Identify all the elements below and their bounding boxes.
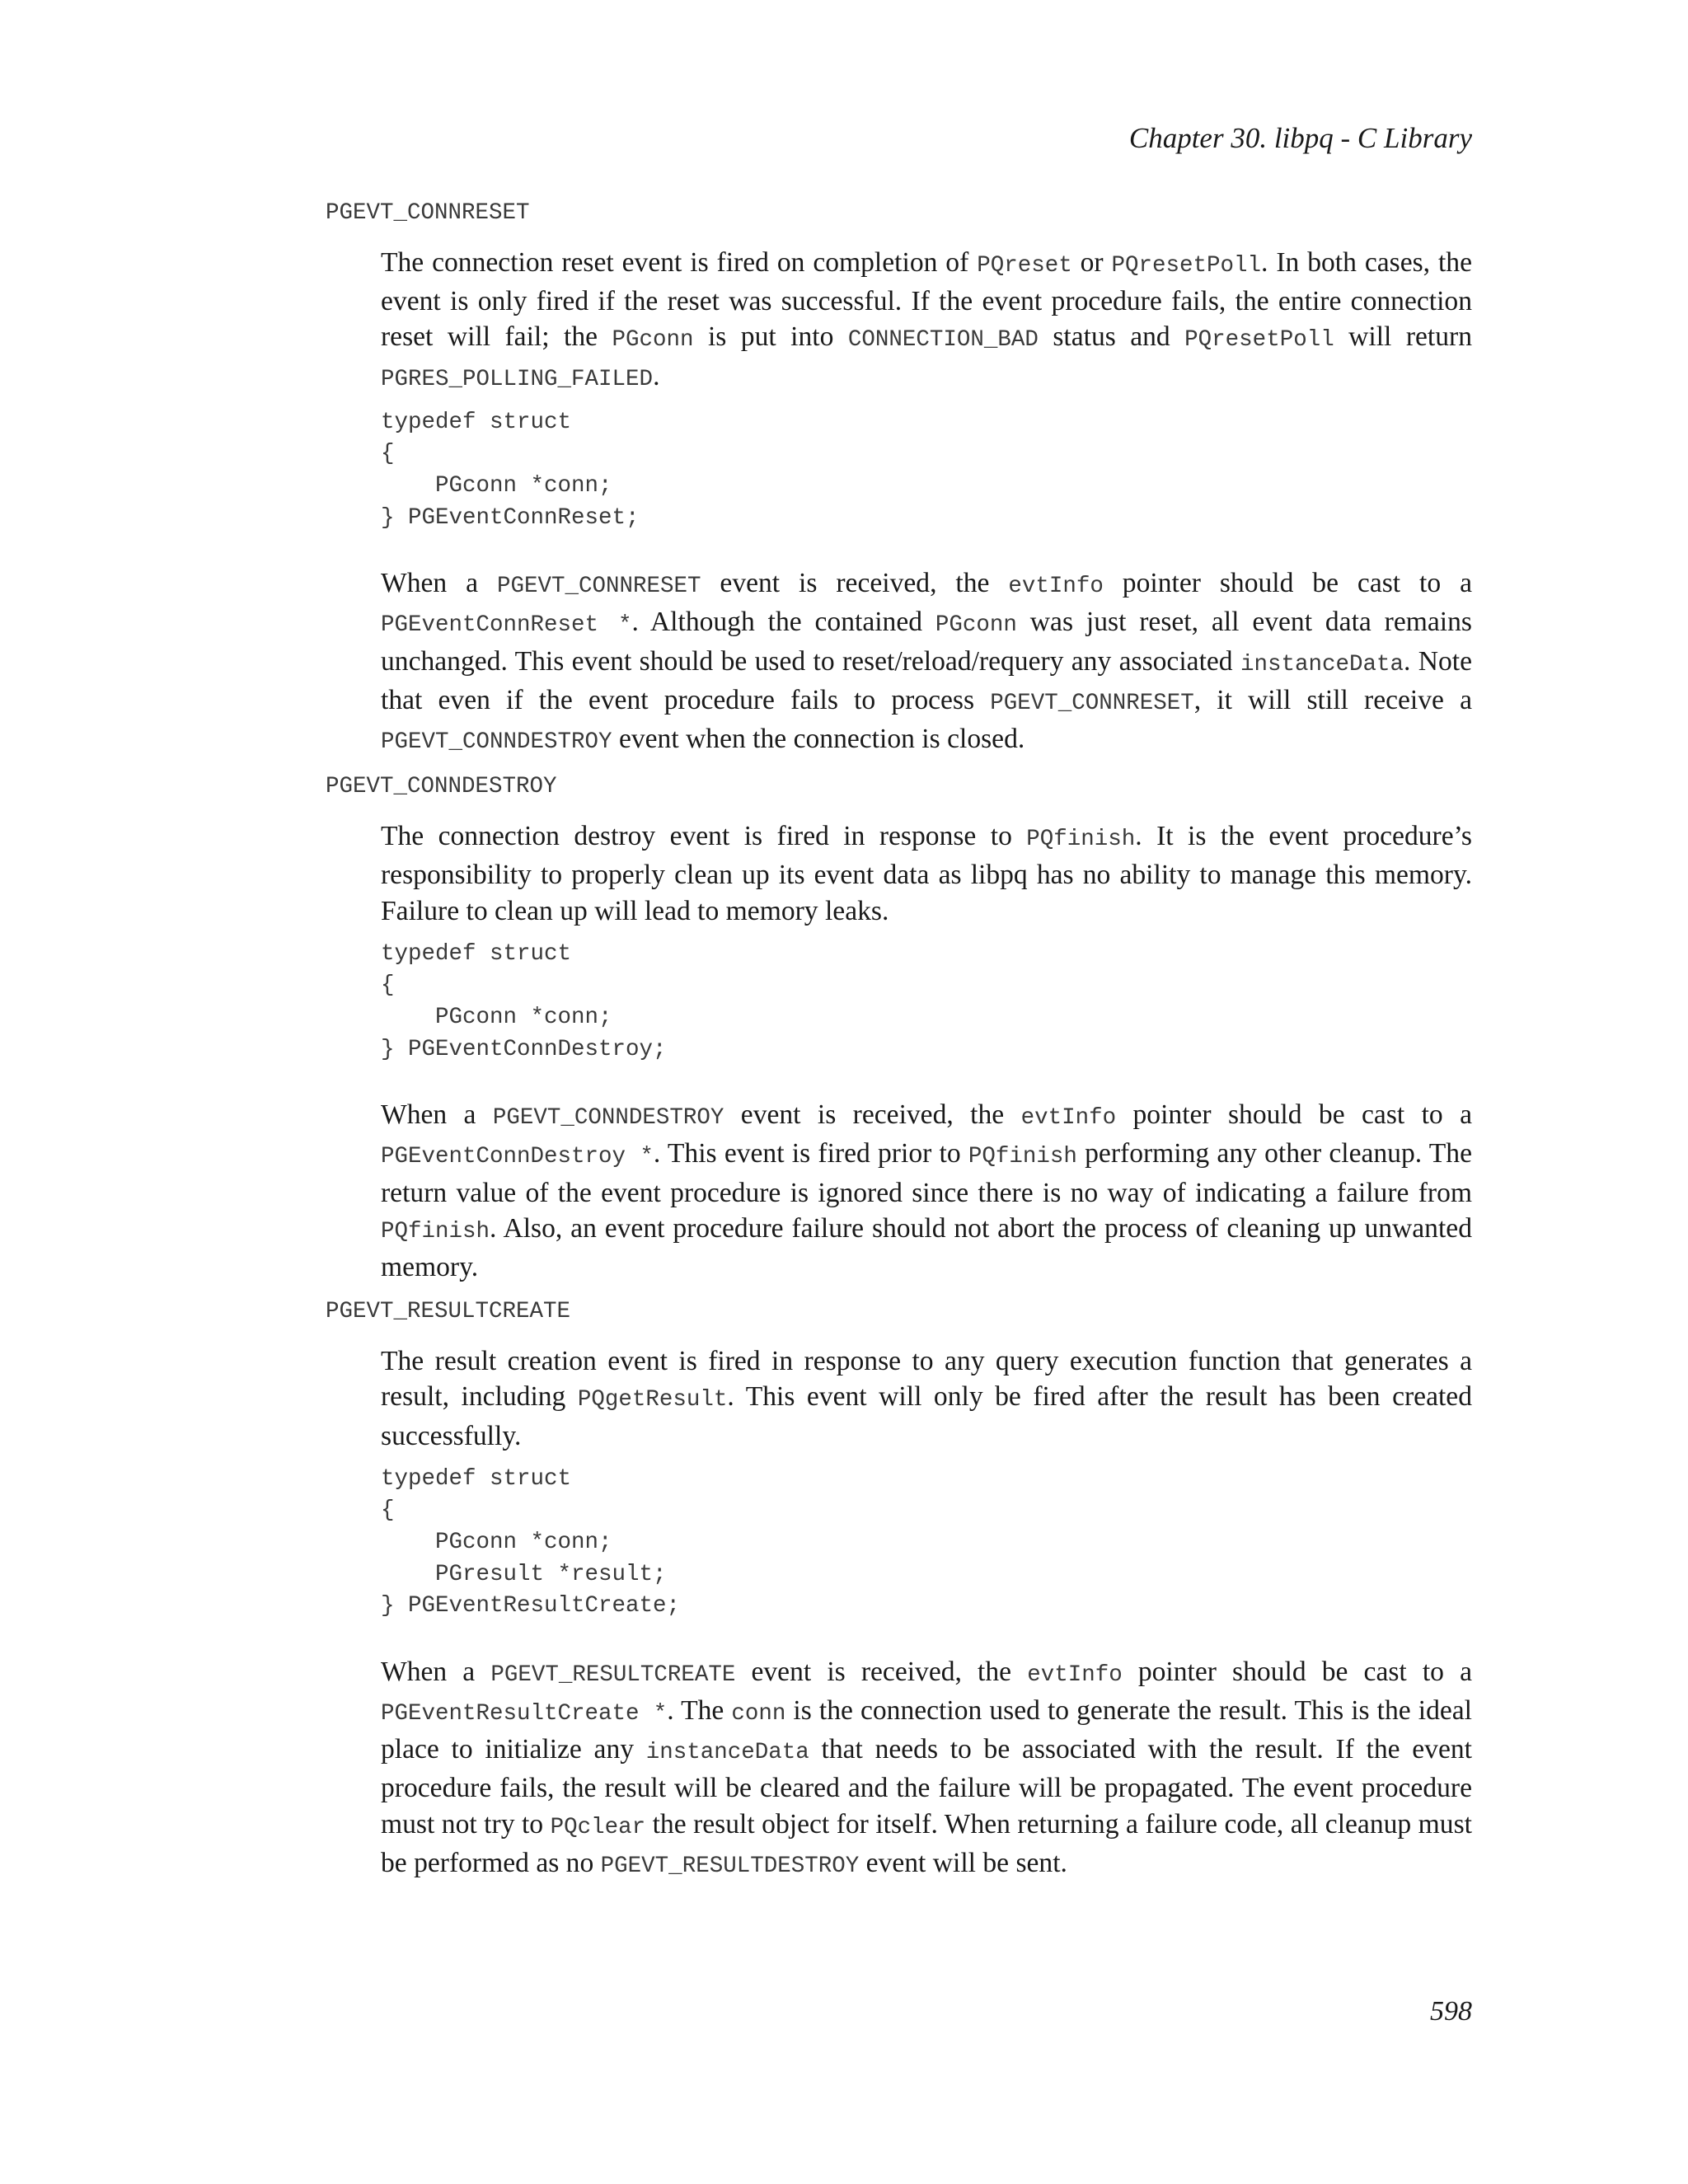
code-literal: PGEVT_RESULTCREATE [490,1661,736,1688]
text: event is received, the [701,568,1009,599]
code-literal: PQgetResult [577,1387,728,1413]
paragraph [381,818,1472,929]
term-pgevt-resultcreate: PGEVT_RESULTCREATE [326,1299,571,1325]
text: event is received, the [735,1656,1028,1687]
text: . Note that even if the event procedure fails to process [381,645,1472,715]
code-literal: PGEVT_CONNDESTROY [492,1105,724,1132]
definition-list [326,199,1472,1884]
text: . Although the contained [631,607,935,638]
code-literal: instanceData [645,1740,809,1766]
code-literal: instanceData [1240,651,1404,677]
definition-conndestroy [381,818,1472,1285]
code-block: typedef struct { PGconn *conn; } PGEventConnDestroy; [381,940,667,1062]
code-literal: PGconn [935,612,1017,639]
text: . It is the event procedure’s responsibility to properly clean up its event data as libpq has no ability to manage this memory. Failure to clean up will lead to memory leaks. [381,821,1473,926]
code-literal: PGEVT_RESULTDESTROY [600,1853,860,1879]
paragraph [381,1097,1472,1285]
text: event when the connection is closed. [612,724,1025,754]
term-pgevt-connreset: PGEVT_CONNRESET [326,200,530,226]
text: event will be sent. [859,1847,1067,1878]
text: was just reset, all event data remains unchanged. This event should be used to reset/reload/requery any associated [381,607,1472,677]
code-literal: PQfinish [381,1218,490,1244]
text: When a [381,1656,491,1687]
text: pointer should be cast to a [1116,1099,1473,1131]
code-literal: PGEVT_CONNRESET [990,690,1194,716]
text: . Also, an event procedure failure should not abort the process of cleaning up unwanted memory. [381,1212,1472,1282]
code-literal: evtInfo [1020,1105,1117,1132]
text: The result creation event is fired in response to any query execution function that generates a result, including [381,1346,1472,1413]
text: is the connection used to generate the result. This is the ideal place to initialize any [381,1694,1473,1765]
code-literal: evtInfo [1008,574,1104,600]
code-literal: PGconn [612,327,694,354]
text: . In both cases, the event is only fired if the reset was successful. If the event procedure fails, the entire connection reset will fail; the [381,247,1472,353]
text: or [1071,247,1112,278]
text: status and [1038,321,1185,353]
text: that needs to be associated with the result. If the event procedure fails, the result will be cleared and the failure will be propagated. The event procedure must not try to [381,1734,1472,1840]
text: is put into [693,321,848,353]
code-literal: PQresetPoll [1111,253,1262,279]
code-literal: PQfinish [1026,827,1136,853]
code-literal: PGEVT_CONNDESTROY [381,729,612,755]
code-literal: PQclear [550,1814,646,1840]
code-block: typedef struct { PGconn *conn; } PGEventConnReset; [381,409,640,531]
code-literal: CONNECTION_BAD [847,327,1039,354]
code-literal: PQreset [977,253,1072,279]
definition-connreset [381,245,1472,760]
text: . This event is fired prior to [653,1138,968,1169]
text: pointer should be cast to a [1103,568,1473,599]
paragraph [381,1343,1472,1454]
text: pointer should be cast to a [1122,1656,1472,1687]
code-literal: PQfinish [968,1144,1077,1170]
paragraph [381,245,1472,397]
code-literal: PGEventConnDestroy * [381,1144,654,1170]
code-literal: conn [731,1700,786,1727]
text: performing any other cleanup. The return value of the event procedure is ignored since there is no way of indicating a failure from [381,1138,1472,1208]
code-literal: PGRES_POLLING_FAILED [381,366,654,392]
page-number: 598 [1430,1996,1472,2027]
text: When a [381,568,497,599]
text: , it will still receive a [1193,684,1472,715]
code-literal: PGEventResultCreate * [381,1700,668,1727]
text: the result object for itself. When returning a failure code, all cleanup must be performed as no [381,1808,1472,1878]
code-literal: PGEVT_CONNRESET [496,574,701,600]
running-header: Chapter 30. libpq - C Library [1128,122,1472,154]
text: The connection reset event is fired on completion of [381,247,978,278]
text: The connection destroy event is fired in response to [381,821,1027,852]
text: . The [667,1694,732,1726]
code-literal: evtInfo [1027,1661,1123,1688]
text: When a [381,1099,493,1131]
definition-resultcreate [381,1343,1472,1884]
text: will return [1334,321,1472,353]
paragraph [381,565,1472,760]
text: . [653,360,660,391]
code-block: typedef struct { PGconn *conn; PGresult *result; } PGEventResultCreate; [381,1465,681,1619]
text: . This event will only be fired after the result has been created successfully. [381,1381,1473,1451]
paragraph [381,1654,1472,1884]
code-literal: PQresetPoll [1184,327,1334,354]
code-literal: PGEventConnReset * [381,612,632,639]
term-pgevt-conndestroy: PGEVT_CONNDESTROY [326,774,557,800]
text: event is received, the [724,1099,1021,1131]
